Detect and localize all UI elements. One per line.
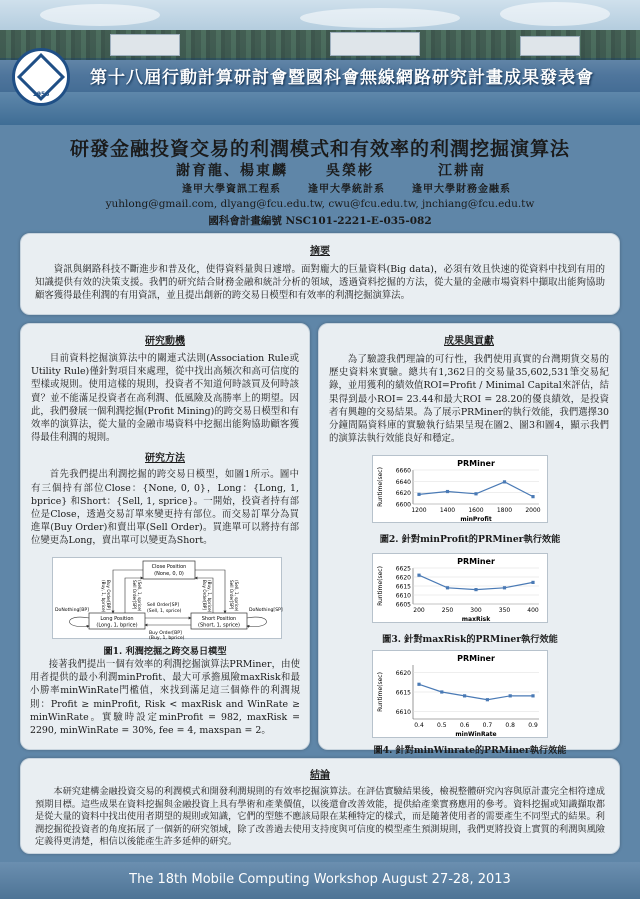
y-tick-label: 6605 — [395, 601, 411, 609]
figure-2-chart-box — [372, 455, 548, 523]
results-title: 成果與貢獻 — [444, 336, 494, 347]
buy-right-value: (Buy, 1, bprice) — [207, 580, 212, 613]
method-text-1: 首先我們提出利潤挖掘的跨交易日模型，如圖1所示。圖中有三個持有部位Close：{None, 0, 0}，Long：{Long, 1, bprice} 和Short：{Sell, 1, sprice}。一開始，投資者持有部位是Close，透過交易訂單來變更持有部位。而交易訂單分為買進單(Buy Order)和賣出單(Sell Order)。買進單可以將持有部位變更為Long，賣出單可以變更為Short。 — [31, 469, 299, 547]
x-tick-label: 0.5 — [437, 722, 447, 729]
motivation-text: 目前資料挖掘演算法中的關連式法則(Association Rule或Utility Rule)僅針對項目來處理，從中找出高頻次和高可信度的型樣或規則。使用這樣的規則，投資者不知道何時該買及何時該賣？並不能滿足投資者在高利潤、低風險及高勝率上的期望。因此，我們發展一個利潤挖掘(Profit Mining)的跨交易日模型和有效率的演算法，從大量的金融市場資料中挖掘出能夠協助顧客獲得最佳利潤的規則。 — [31, 353, 299, 444]
conclusion-text: 本研究建構金融投資交易的利潤模式和開發利潤規則的有效率挖掘演算法。在評估實驗結果後，檢視整體研究內容與原計畫完全相符達成預期目標。這些成果在資料挖掘與金融投資上具有學術和產業價值，以後還會改善效能，提供給產業實務應用的參考。資料挖掘或知識擷取都是從大量的資料中找出使用者期望的規則或知識，它們的型態不應該局限在某種特定的樣式，而是隨著使用者的需要產生不同型式的結果。利潤挖掘從投資者的角度拓展了一個新的研究領域，除了改善過去使用支持度與可信度的模型產生預測規則，我們更將投資上實質的利潤與風險定義得更清楚，相信以後能產生許多延伸的研究。 — [35, 786, 605, 848]
x-tick-label: 350 — [498, 607, 511, 614]
author-group-2: 吳榮彬 — [326, 163, 374, 179]
chart-title: PRMiner — [457, 654, 495, 663]
data-point — [531, 694, 534, 697]
sell-mid-value: (Sell, 1, sprice) — [147, 609, 182, 614]
long-position-label: Long Position — [100, 616, 134, 622]
cloud — [500, 2, 610, 26]
university-logo — [12, 48, 70, 106]
cloud — [40, 4, 160, 26]
abstract-text: 資訊與網路科技不斷進步和普及化，使得資料量與日遽增。面對龐大的巨量資料(Big data)，必須有效且快速的從資料中找到有用的知識提供有效的決策支援。我們的研究結合財務金融和統計分析的領域，透過資料挖掘的方法，從大量的金融市場資料中擷取出能夠協助顧客獲得最佳利潤的有用資訊，並且提出創新的跨交易日模型和有效率的利潤挖掘演算法。 — [35, 264, 605, 302]
sell-left-label: Sell Order[SP] — [132, 580, 137, 610]
y-tick-label: 6640 — [395, 478, 411, 486]
campus-building — [110, 34, 180, 56]
x-tick-label: 1600 — [468, 507, 484, 514]
y-tick-label: 6610 — [395, 592, 411, 600]
chart-title: PRMiner — [457, 557, 495, 566]
affiliation-1: 逢甲大學資訊工程系 — [182, 184, 281, 195]
figure-4-caption: 圖4. 針對minWinrate的PRMiner執行效能 — [373, 745, 567, 756]
x-tick-label: 0.9 — [528, 722, 538, 729]
x-tick-label: 0.7 — [482, 722, 493, 729]
x-tick-label: 250 — [441, 607, 454, 614]
data-point — [446, 586, 449, 589]
y-tick-label: 6620 — [395, 574, 411, 582]
results-text: 為了驗證我們理論的可行性，我們使用真實的台灣期貨交易的歷史資料來實驗。總共有1,362日的交易量35,602,531筆交易紀錄，並用獲利的績效值ROI=Profit / Minimal Capital來評估，結果得到最小ROI= 23.44和最大ROI = 28.20的優良績效，是投資者有興趣的交易結果。為了展示PRMiner的執行效能，我們選擇30分鐘間隔資料庫的實驗執行結果呈現在圖2、圖3和圖4，顯示我們的演算法執行效能良好和穩定。 — [329, 354, 609, 445]
x-axis-label: minWinRate — [455, 731, 497, 738]
donothing-loop-right — [247, 617, 267, 627]
x-tick-label: 0.4 — [414, 722, 424, 729]
donothing-right-label: DoNothing[SP] — [249, 608, 283, 613]
author-group-3: 江耕南 — [438, 163, 486, 179]
short-position-label: Short Position — [201, 616, 237, 622]
figure-3-chart-box — [372, 553, 548, 623]
figure-1-caption: 圖1. 利潤挖掘之跨交易日模型 — [103, 646, 227, 657]
donothing-left-label: DoNothing[BP] — [55, 608, 89, 613]
x-axis-label: maxRisk — [461, 616, 491, 623]
buy-mid-value: (Buy, 1, bprice) — [149, 636, 185, 640]
x-tick-label: 0.8 — [505, 722, 515, 729]
data-point — [417, 493, 420, 496]
y-tick-label: 6600 — [395, 501, 411, 509]
data-point — [417, 683, 420, 686]
x-tick-label: 0.6 — [459, 722, 470, 729]
y-tick-label: 6620 — [395, 670, 411, 678]
buy-mid-label: Buy Order[BP] — [149, 631, 182, 636]
sell-left-value: (Sell, 1, sprice) — [137, 580, 142, 612]
method-text-2: 接著我們提出一個有效率的利潤挖掘演算法PRMiner，由使用者提供的最小利潤minProfit、最大可承擔風險maxRisk和最小勝率minWinRate門檻值，來找到滿足這三個條件的利潤規則：Profit ≥ minProfit, Risk < maxRisk and WinRate ≥ minWinRate。實驗時設定minProfit = 982, maxRisk = 2290, minWinRate = 30%, fee = 4, maxspan = 2。 — [30, 659, 300, 737]
close-position-value: (None, 0, 0) — [154, 571, 184, 577]
campus-building — [330, 32, 420, 56]
data-point — [417, 574, 420, 577]
author-emails: yuhlong@gmail.com, dlyang@fcu.edu.tw, cwu@fcu.edu.tw, jnchiang@fcu.edu.tw — [105, 198, 535, 210]
abstract-title: 摘要 — [310, 246, 330, 257]
close-position-label: Close Position — [151, 564, 187, 570]
y-tick-label: 6610 — [395, 708, 411, 716]
data-point — [531, 495, 534, 498]
cloud — [300, 8, 460, 28]
y-tick-label: 6660 — [395, 467, 411, 475]
x-tick-label: 1800 — [496, 507, 513, 514]
chart-title: PRMiner — [457, 459, 495, 468]
grant-number: 國科會計畫編號 NSC101-2221-E-035-082 — [208, 215, 432, 227]
data-point — [531, 581, 534, 584]
chart-minwinrate — [373, 651, 549, 739]
y-tick-label: 6620 — [395, 490, 411, 498]
x-tick-label: 400 — [527, 607, 539, 614]
series-line — [419, 575, 533, 589]
short-position-value: (Short, 1, sprice) — [198, 622, 240, 629]
chart-maxrisk — [373, 554, 549, 624]
buy-left-value: (Buy, 1, bprice) — [101, 580, 106, 613]
paper-title: 研發金融投資交易的利潤模式和有效率的利潤挖掘演算法 — [69, 138, 570, 160]
conference-title: 第十八屆行動計算研討會暨國科會無線網路研究計畫成果發表會 — [90, 68, 594, 88]
long-position-value: (Long, 1, bprice) — [96, 622, 138, 629]
figure-4-chart-box — [372, 650, 548, 738]
data-point — [503, 586, 506, 589]
y-axis-label: Runtime(sec) — [377, 467, 384, 507]
chart-minprofit — [373, 456, 549, 524]
affiliation-2: 逢甲大學統計系 — [308, 184, 385, 195]
sell-right-value: (Sell, 1, sprice) — [234, 580, 239, 612]
buy-right-label: Buy Order[BP] — [202, 580, 207, 610]
donothing-loop-left — [70, 617, 90, 627]
state-diagram — [53, 558, 283, 640]
figure-3-caption: 圖3. 針對maxRisk的PRMiner執行效能 — [382, 634, 558, 645]
data-point — [474, 492, 477, 495]
y-axis-label: Runtime(sec) — [377, 672, 384, 712]
figure-1-diagram — [52, 557, 282, 639]
campus-building — [520, 36, 580, 56]
y-axis-label: Runtime(sec) — [377, 566, 384, 606]
logo-year: 1956 — [32, 91, 50, 98]
data-point — [474, 588, 477, 591]
header-banner — [0, 0, 640, 125]
conclusion-card — [20, 758, 620, 854]
figure-2-caption: 圖2. 針對minProfit的PRMiner執行效能 — [379, 534, 561, 545]
sell-mid-label: Sell Order[SP] — [147, 603, 180, 608]
sell-right-label: Sell Order[SP] — [229, 580, 234, 610]
x-axis-label: minProfit — [460, 516, 492, 523]
data-point — [503, 480, 506, 483]
method-title: 研究方法 — [145, 453, 185, 465]
abstract-card — [20, 233, 620, 315]
x-tick-label: 300 — [470, 607, 482, 614]
x-tick-label: 1200 — [411, 507, 427, 514]
data-point — [440, 690, 443, 693]
x-tick-label: 1400 — [439, 507, 456, 514]
data-point — [463, 694, 466, 697]
buy-left-label: Buy Order[BP] — [106, 580, 111, 610]
x-tick-label: 2000 — [525, 507, 541, 514]
affiliation-3: 逢甲大學財務金融系 — [412, 184, 511, 195]
motivation-title: 研究動機 — [145, 336, 185, 347]
data-point — [446, 490, 449, 493]
y-tick-label: 6615 — [395, 583, 411, 591]
footer-text: The 18th Mobile Computing Workshop August 27-28, 2013 — [129, 872, 511, 887]
data-point — [509, 694, 512, 697]
y-tick-label: 6625 — [395, 565, 411, 573]
data-point — [486, 698, 489, 701]
conclusion-title: 結論 — [310, 770, 330, 781]
x-tick-label: 200 — [413, 607, 425, 614]
author-group-1: 謝育龍、楊東麟 — [176, 163, 288, 179]
y-tick-label: 6615 — [395, 689, 411, 697]
